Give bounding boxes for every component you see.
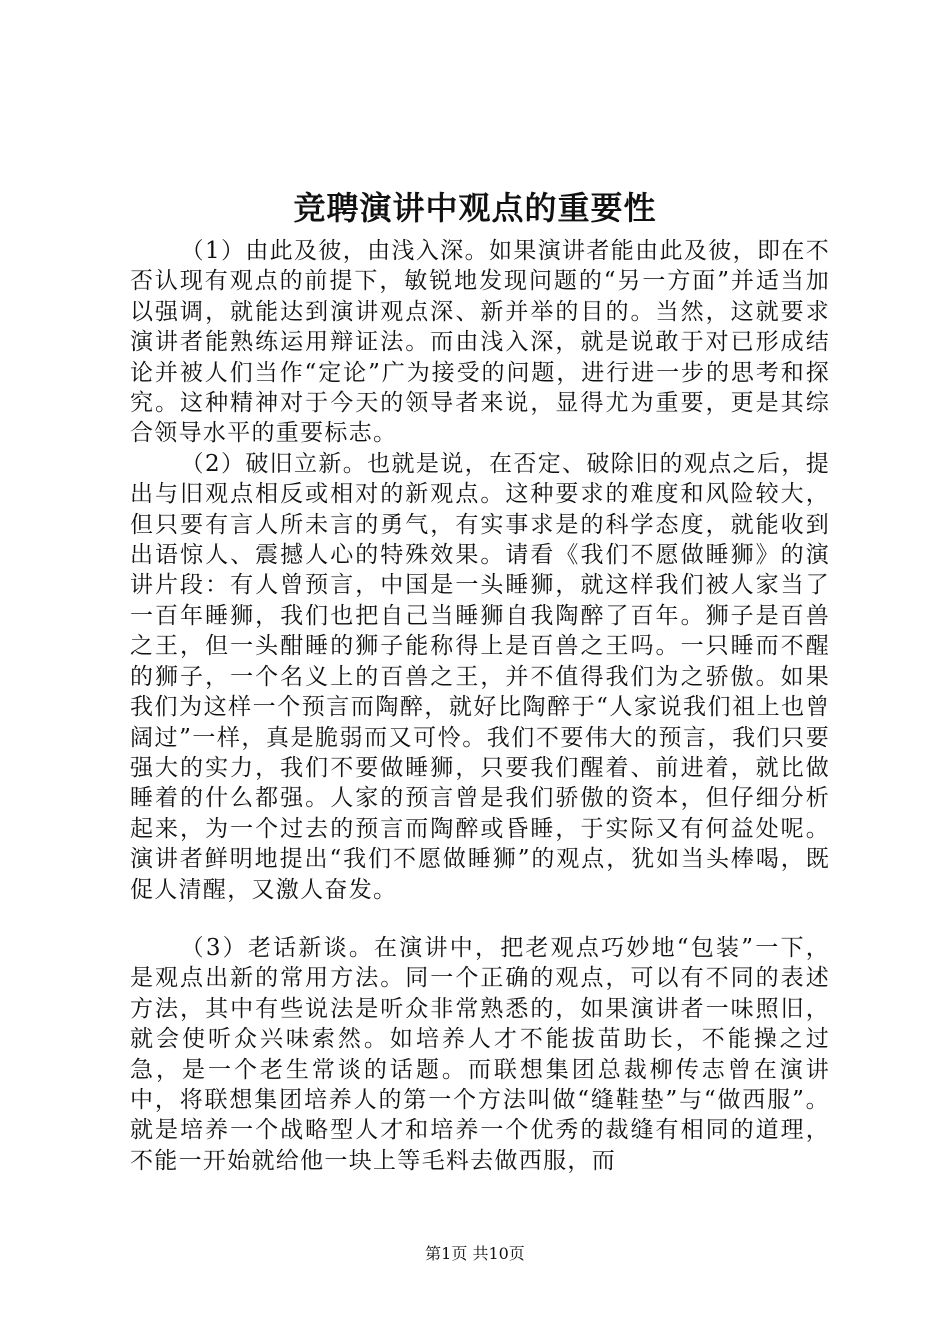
page-footer: 第1页 共10页 [425,1244,525,1263]
paragraph-3: （3）老话新谈。在演讲中，把老观点巧妙地“包装”一下，是观点出新的常用方法。同一个正确的观点，可以有不同的表述方法，其中有些说法是听众非常熟悉的，如果演讲者一味照旧，就会使听众兴味索然。如培养人才不能拔苗助长，不能操之过急，是一个老生常谈的话题。而联想集团总裁柳传志曾在演讲中，将联想集团培养人的第一个方法叫做“缝鞋垫”与“做西服”。就是培养一个战略型人才和培养一个优秀的裁缝有相同的道理，不能一开始就给他一块上等毛料去做西服，而 [130,934,830,1174]
paragraph-1: （1）由此及彼，由浅入深。如果演讲者能由此及彼，即在不否认现有观点的前提下，敏锐地发现问题的“另一方面”并适当加以强调，就能达到演讲观点深、新并举的目的。当然，这就要求演讲者能熟练运用辩证法。而由浅入深，就是说敢于对已形成结论并被人们当作“定论”广为接受的问题，进行进一步的思考和探究。这种精神对于今天的领导者来说，显得尤为重要，更是其综合领导水平的重要标志。 [130,238,830,447]
document-title: 竞聘演讲中观点的重要性 [293,189,657,227]
paragraph-2: （2）破旧立新。也就是说，在否定、破除旧的观点之后，提出与旧观点相反或相对的新观点。这种要求的难度和风险较大，但只要有言人所未言的勇气，有实事求是的科学态度，就能收到出语惊人、震撼人心的特殊效果。请看《我们不愿做睡狮》的演讲片段：有人曾预言，中国是一头睡狮，就这样我们被人家当了一百年睡狮，我们也把自己当睡狮自我陶醉了百年。狮子是百兽之王，但一头酣睡的狮子能称得上是百兽之王吗。一只睡而不醒的狮子，一个名义上的百兽之王，并不值得我们为之骄傲。如果我们为这样一个预言而陶醉，就好比陶醉于“人家说我们祖上也曾阔过”一样，真是脆弱而又可怜。我们不要伟大的预言，我们只要强大的实力，我们不要做睡狮，只要我们醒着、前进着，就比做睡着的什么都强。人家的预言曾是我们骄傲的资本，但仔细分析起来，为一个过去的预言而陶醉或昏睡，于实际又有何益处呢。演讲者鲜明地提出“我们不愿做睡狮”的观点，犹如当头棒喝，既促人清醒，又激人奋发。 [130,450,830,903]
document-body [130,236,830,1176]
